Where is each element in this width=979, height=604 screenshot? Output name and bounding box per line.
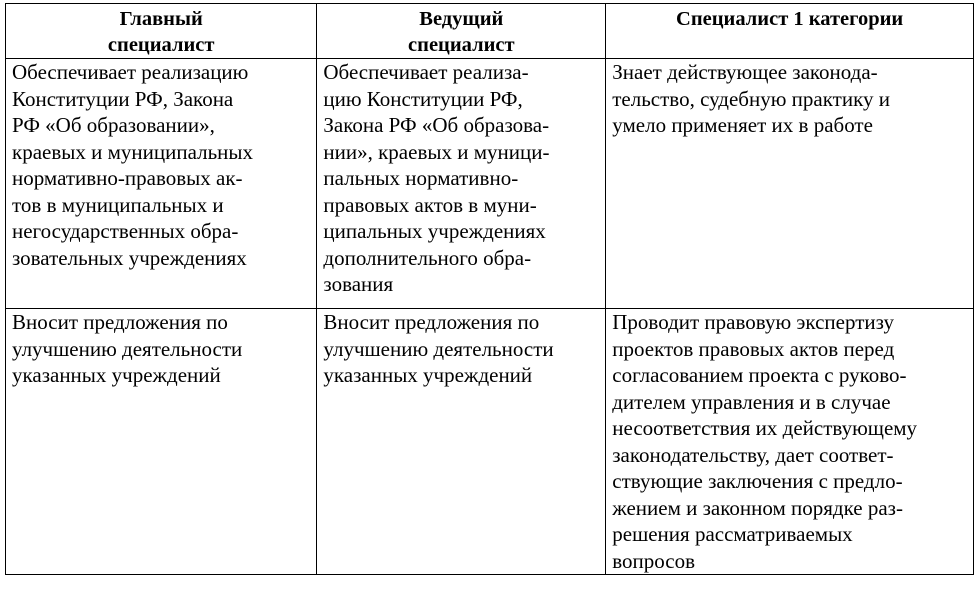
cell-text: Обеспечивает реализацию [12, 60, 249, 84]
header-leading-specialist [317, 4, 606, 59]
cell-text: нормативно-правовых ак- [12, 166, 243, 190]
cell-text: проектов правовых актов перед [612, 336, 895, 361]
table-row [6, 309, 974, 575]
cell-text: Знает действующее законода- [612, 60, 878, 84]
cell-text: улучшению деятельности [323, 336, 554, 361]
table-row [6, 59, 974, 309]
table-cell [317, 59, 606, 309]
cell-text: законодательству, дает соответ- [612, 442, 894, 467]
header-chief-specialist [6, 4, 317, 59]
table-cell [606, 59, 974, 309]
cell-text: негосударственных обра- [12, 219, 239, 243]
header-text: Специалист 1 категории [676, 8, 904, 30]
cell-text: указанных учреждений [323, 363, 533, 387]
header-first-category-specialist [606, 4, 974, 59]
header-text: специалист [408, 34, 515, 56]
table-cell [606, 309, 974, 575]
table-cell [6, 309, 317, 575]
cell-text: тов в муниципальных и [12, 192, 224, 217]
header-text: Ведущий [419, 8, 504, 30]
cell-text: несоответствия их действующему [612, 416, 918, 440]
cell-text: Обеспечивает реализа- [323, 60, 529, 84]
cell-text: умело применяет их в работе [612, 113, 873, 137]
cell-text: вопросов [612, 548, 696, 573]
cell-text: ствующие заключения с предло- [612, 469, 903, 493]
job-duties-table [5, 3, 974, 575]
cell-text: правовых актов в муни- [323, 192, 537, 217]
cell-text: РФ «Об образовании», [12, 113, 215, 137]
cell-text: нии», краевых и муници- [323, 139, 550, 164]
cell-text: улучшению деятельности [12, 336, 243, 361]
table-cell [317, 309, 606, 575]
cell-text: пальных нормативно- [323, 166, 519, 190]
cell-text: цию Конституции РФ, [323, 86, 523, 111]
cell-text: Проводит правовую экспертизу [612, 310, 894, 334]
cell-text: дителем управления и в случае [612, 389, 891, 414]
cell-text: Закона РФ «Об образова- [323, 113, 550, 137]
cell-text: краевых и муниципальных [12, 139, 253, 164]
cell-text: Конституции РФ, Закона [12, 86, 234, 111]
cell-text: Вносит предложения по [12, 310, 228, 334]
table-cell [6, 59, 317, 309]
header-text: Главный [119, 8, 203, 30]
cell-text: Вносит предложения по [323, 310, 540, 334]
cell-text: тельство, судебную практику и [612, 86, 890, 111]
cell-text: дополнительного обра- [323, 245, 532, 270]
cell-text: зования [323, 272, 394, 296]
cell-text: зовательных учреждениях [12, 245, 247, 270]
cell-text: решения рассматриваемых [612, 522, 853, 546]
cell-text: согласованием проекта с руково- [612, 363, 907, 387]
cell-text: указанных учреждений [12, 363, 221, 387]
cell-text: жением и законном порядке раз- [612, 495, 903, 520]
cell-text: ципальных учреждениях [323, 219, 546, 243]
header-text: специалист [107, 34, 215, 56]
header-row [6, 4, 974, 59]
